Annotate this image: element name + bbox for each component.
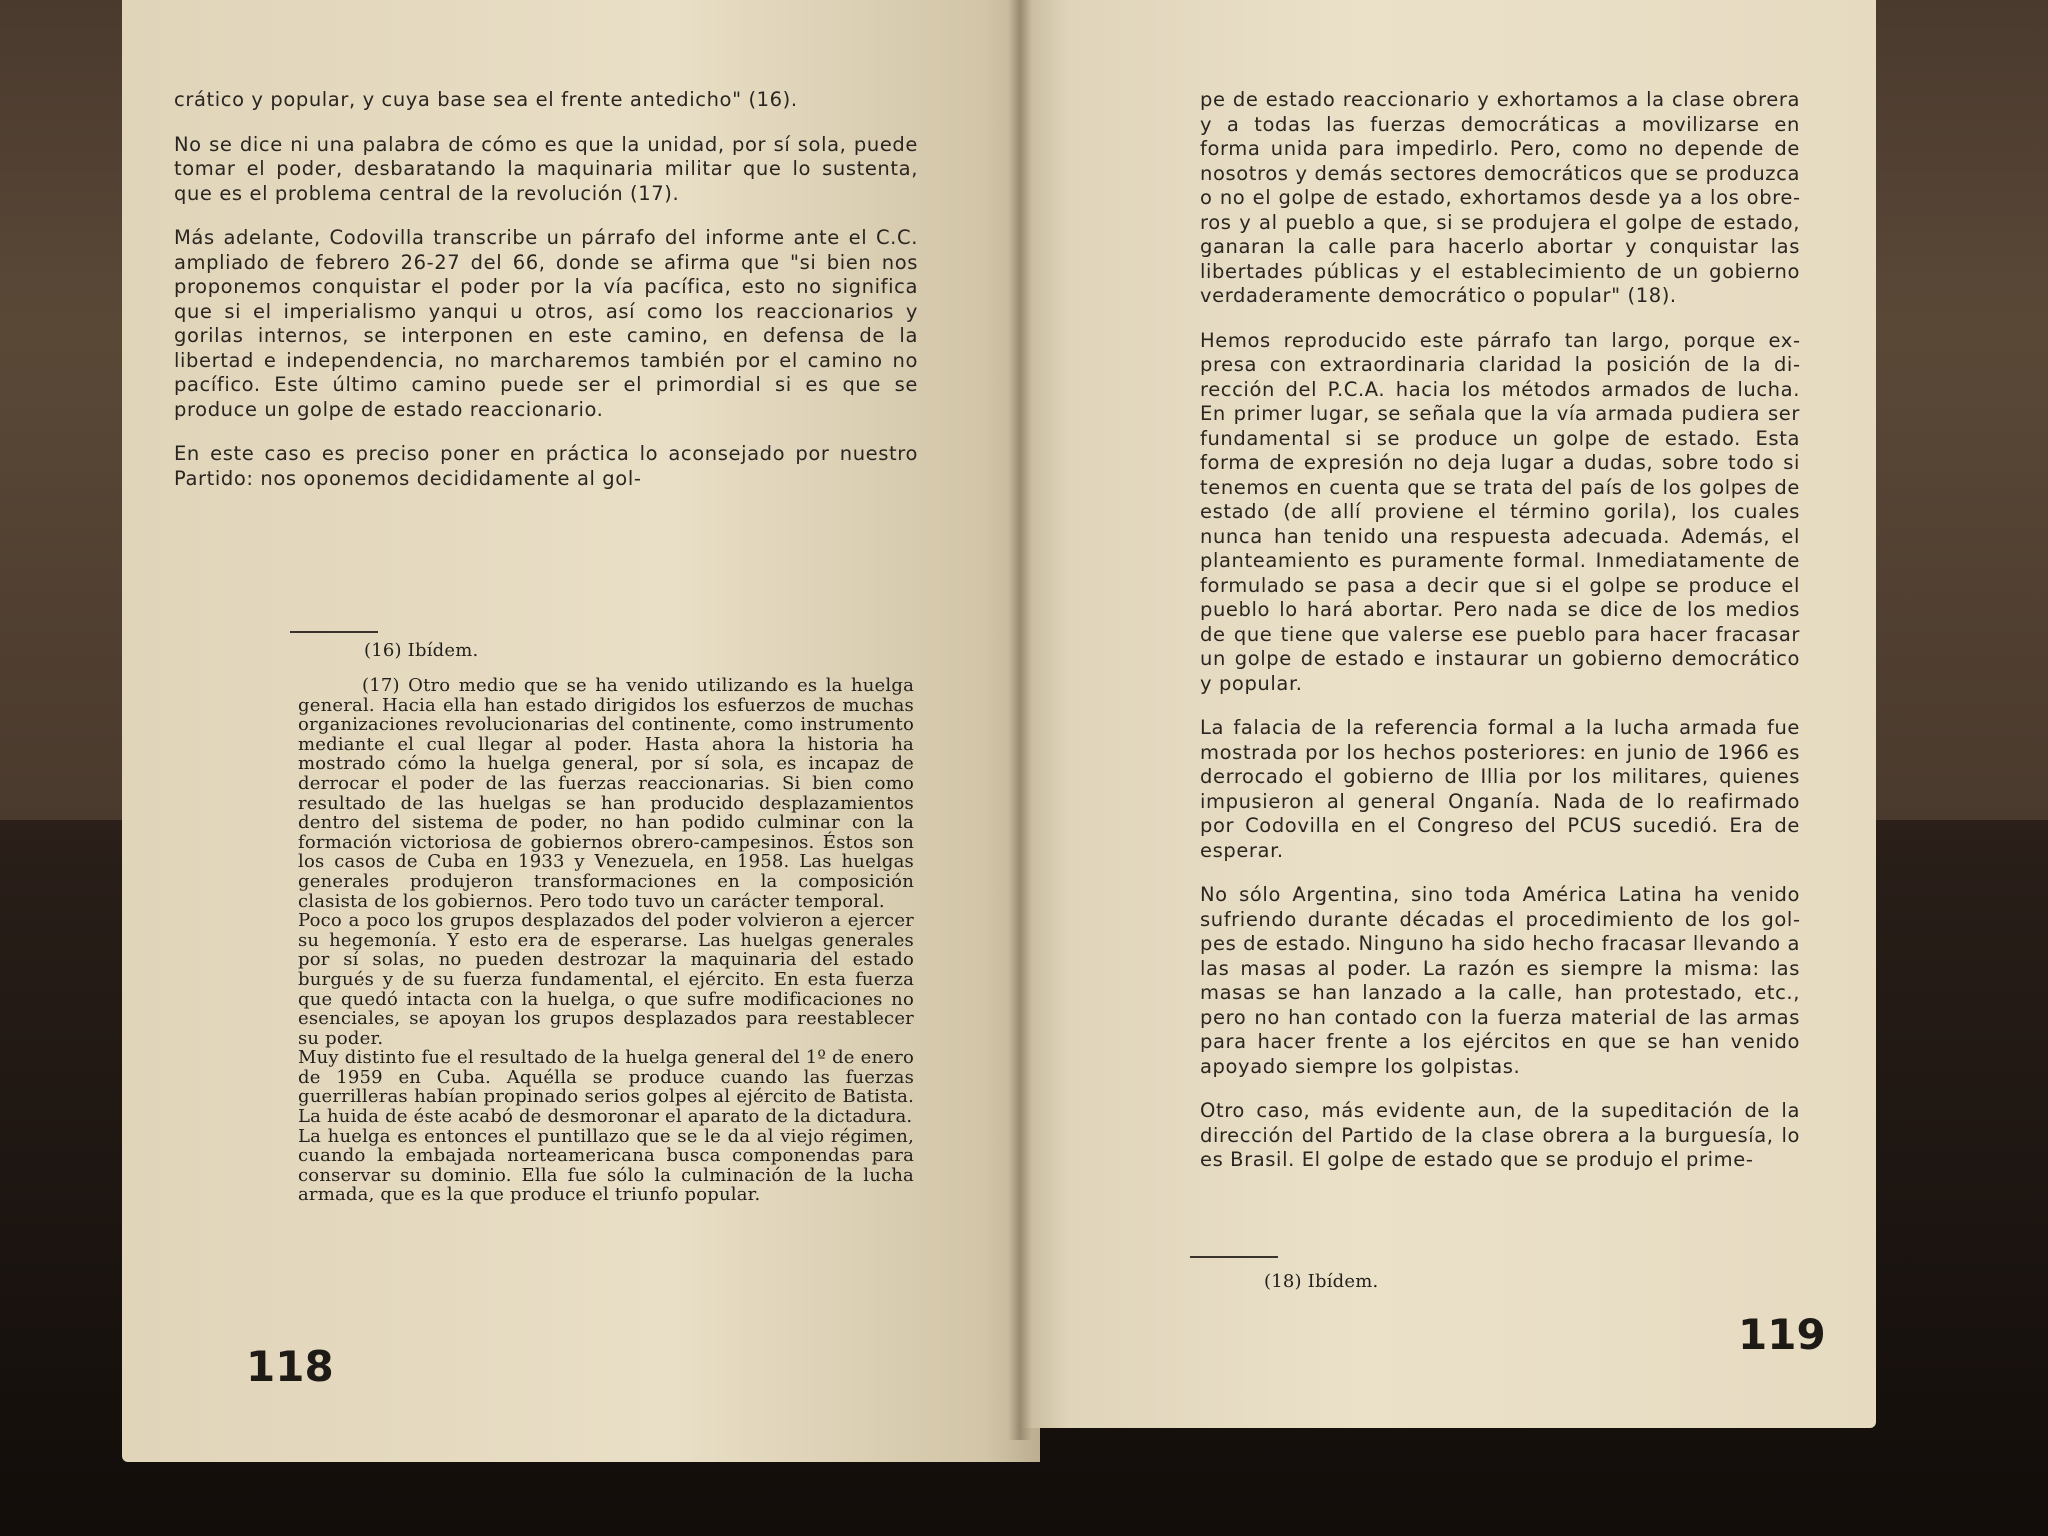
right-paragraph-2: Hemos reproducido este párrafo tan largo, porque expresa con extraordinaria claridad la posición de la dirección del P.C.A. hacia los métodos armados de lucha. En primer lugar, se señala que la vía armada pudiera ser fundamental si se produce un golpe de estado. Esta forma de expresión no deja lugar a dudas, sobre todo si tenemos en cuenta que se trata del país de los golpes de estado (de allí proviene el término gorila), los cuales nunca han tenido una respuesta adecuada. Además, el planteamiento es puramente formal. Inmediatamente de formulado se pasa a decir que si el golpe se produce el pueblo lo hará abortar. Pero nada se dice de los medios de que tiene que valerse ese pueblo para hacer fracasar un golpe de estado e instaurar un gobierno democrático y popular.	[1200, 328, 1800, 695]
left-paragraph-2: No se dice ni una palabra de cómo es que la unidad, por sí sola, puede tomar el poder, desbaratando la maquinaria militar que lo sustenta, que es el problema central de la revolución (17).	[174, 132, 918, 205]
right-paragraph-3: La falacia de la referencia formal a la lucha armada fue mostrada por los hechos posteriores: en junio de 1966 es derrocado el gobierno de Illia por los militares, quienes impusieron al general Onganía. Nada de lo reafirmado por Codovilla en el Congreso del PCUS sucedió. Era de esperar.	[1200, 716, 1800, 862]
left-paragraph-1: crático y popular, y cuya base sea el frente antedicho" (16).	[174, 88, 798, 111]
footnote-rule-left	[290, 631, 378, 633]
footnote-17-paragraph-4: La huelga es entonces el puntillazo que se le da al viejo régimen, cuando la embajada norteamericana busca componendas para conservar su dominio. Ella fue sólo la culminación de la lucha armada, que es la que produce el triunfo popular.	[298, 1125, 914, 1206]
right-paragraph-4: No sólo Argentina, sino toda América Latina ha venido sufriendo durante décadas el procedimiento de los golpes de estado. Ninguno ha sido hecho fracasar llevando a las masas al poder. La razón es siempre la misma: las masas se han lanzado a la calle, han protestado, etc., pero no han contado con la fuerza material de las armas para hacer frente a los ejércitos en que se han venido apoyado siempre los golpistas.	[1200, 883, 1800, 1078]
footnote-18: (18) Ibídem.	[1264, 1271, 1379, 1292]
footnote-rule-right	[1190, 1256, 1278, 1258]
footnote-17-paragraph-1: (17) Otro medio que se ha venido utilizando es la huelga general. Hacia ella han estado dirigidos los esfuerzos de muchas organizaciones revolucionarias del continente, como instrumento mediante el cual llegar al poder. Hasta ahora la historia ha mostrado cómo la huelga general, por sí sola, es incapaz de derrocar el poder de las fuerzas reaccionarias. Si bien como resultado de las huelgas se han producido desplazamientos dentro del sistema de poder, no han podido culminar con la formación victoriosa de gobiernos obrero-campesinos. Éstos son los casos de Cuba en 1933 y Venezuela, en 1958. Las huelgas generales produjeron transformaciones en la composición clasista de los gobiernos. Pero todo tuvo un carácter temporal.	[298, 675, 914, 912]
page-number-left: 118	[246, 1342, 334, 1391]
left-page-body	[174, 88, 918, 511]
footnote-17	[298, 676, 914, 1205]
right-paragraph-5: Otro caso, más evidente aun, de la supeditación de la dirección del Partido de la clase obrera a la burguesía, lo es Brasil. El golpe de estado que se produjo el prime-	[1200, 1099, 1800, 1171]
footnote-17-paragraph-2: Poco a poco los grupos desplazados del poder volvieron a ejercer su hegemonía. Y esto era de esperarse. Las huelgas generales por sí solas, no pueden destrozar la maquinaria del estado burgués y de su fuerza fundamental, el ejército. En esta fuerza que quedó intacta con la huelga, o que sufre modificaciones no esenciales, se apoyan los grupos desplazados para reestablecer su poder.	[298, 910, 914, 1049]
right-page-body	[1200, 88, 1800, 1193]
right-paragraph-1: pe de estado reaccionario y exhortamos a la clase obrera y a todas las fuerzas democráticas a movilizarse en forma unida para impedirlo. Pero, como no depende de nosotros y demás sectores democráticos que se produzca o no el golpe de estado, exhortamos desde ya a los obreros y al pueblo a que, si se produjera el golpe de estado, ganaran la calle para hacerlo abortar y conquistar las libertades públicas y el establecimiento de un gobierno verdaderamente democrático o popular" (18).	[1200, 88, 1800, 307]
book-spine	[1008, 0, 1032, 1440]
left-paragraph-3: Más adelante, Codovilla transcribe un párrafo del informe ante el C.C. ampliado de febrero 26-27 del 66, donde se afirma que "si bien nos proponemos conquistar el poder por la vía pacífica, esto no significa que si el imperialismo yanqui u otros, así como los reaccionarios y gorilas internos, se interponen en este camino, en defensa de la libertad e independencia, no marcharemos también por el camino no pacífico. Este último camino puede ser el primordial si es que se produce un golpe de estado reaccionario.	[174, 226, 918, 421]
page-number-right: 119	[1738, 1310, 1826, 1359]
left-paragraph-4: En este caso es preciso poner en práctica lo aconsejado por nuestro Partido: nos oponemos decididamente al gol-	[174, 442, 918, 490]
footnote-16: (16) Ibídem.	[364, 640, 479, 661]
footnote-17-paragraph-3: Muy distinto fue el resultado de la huelga general del 1º de enero de 1959 en Cuba. Aquélla se produce cuando las fuerzas guerrilleras habían propinado serios golpes al ejército de Batista. La huida de éste acabó de desmoronar el aparato de la dictadura.	[298, 1047, 914, 1128]
